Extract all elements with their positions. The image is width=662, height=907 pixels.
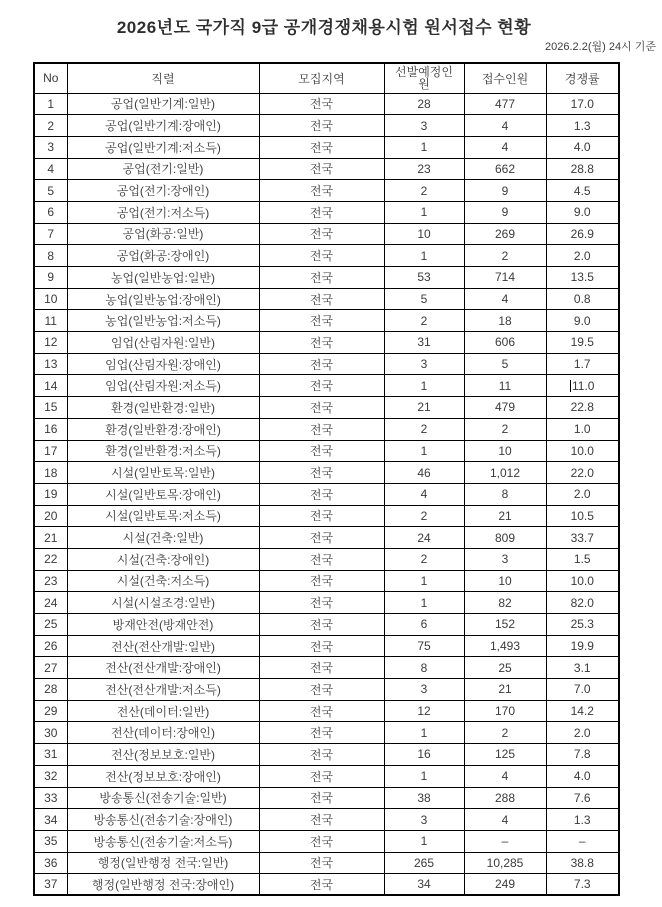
table-row [34,548,619,570]
cell-applicants: 1,493 [464,635,546,657]
cell-applicants: 10 [464,570,546,592]
cell-ratio: 13.5 [546,267,619,289]
cell-region: 전국 [259,614,384,636]
cell-region: 전국 [259,93,384,115]
cell-region: 전국 [259,592,384,614]
cell-region: 전국 [259,158,384,180]
cell-applicants: 4 [464,288,546,310]
cell-expected: 10 [384,223,464,245]
cell-ratio: 4.5 [546,180,619,202]
cell-applicants: 10,285 [464,852,546,874]
cell-ratio: 9.0 [546,201,619,223]
cell-expected: 21 [384,397,464,419]
cell-expected: 3 [384,353,464,375]
cell-applicants: 18 [464,310,546,332]
cell-occupation: 방재안전(방재안전) [67,614,259,636]
cell-no: 3 [34,136,67,158]
header-ratio: 경쟁률 [546,63,619,93]
cell-applicants: 25 [464,657,546,679]
cell-region: 전국 [259,397,384,419]
cell-occupation: 공업(전기:저소득) [67,201,259,223]
cell-ratio: 7.0 [546,679,619,701]
table-row [34,505,619,527]
cell-applicants: 9 [464,201,546,223]
cell-region: 전국 [259,483,384,505]
header-region: 모집지역 [259,63,384,93]
table-row [34,700,619,722]
cell-expected: 6 [384,614,464,636]
table-row [34,353,619,375]
cell-ratio: 7.3 [546,874,619,896]
cell-applicants: 288 [464,787,546,809]
cell-applicants: 5 [464,353,546,375]
cell-no: 2 [34,115,67,137]
table-row [34,635,619,657]
cell-occupation: 시설(시설조경:일반) [67,592,259,614]
cell-expected: 265 [384,852,464,874]
cell-occupation: 공업(일반기계:장애인) [67,115,259,137]
cell-ratio: 17.0 [546,93,619,115]
cell-applicants: – [464,830,546,852]
cell-occupation: 공업(전기:일반) [67,158,259,180]
cell-applicants: 4 [464,115,546,137]
cell-no: 5 [34,180,67,202]
cell-ratio: 4.0 [546,765,619,787]
cell-no: 36 [34,852,67,874]
cell-ratio: 28.8 [546,158,619,180]
cell-no: 24 [34,592,67,614]
table-row [34,592,619,614]
cell-ratio: – [546,830,619,852]
cell-applicants: 2 [464,722,546,744]
cell-region: 전국 [259,418,384,440]
cell-no: 37 [34,874,67,896]
cell-expected: 4 [384,483,464,505]
cell-ratio: 25.3 [546,614,619,636]
cell-expected: 2 [384,505,464,527]
cell-ratio: 38.8 [546,852,619,874]
cell-no: 23 [34,570,67,592]
cell-region: 전국 [259,700,384,722]
cell-region: 전국 [259,201,384,223]
table-row [34,245,619,267]
cell-occupation: 방송통신(전송기술:장애인) [67,809,259,831]
cell-no: 15 [34,397,67,419]
cell-expected: 53 [384,267,464,289]
cell-no: 32 [34,765,67,787]
cell-no: 34 [34,809,67,831]
cell-expected: 1 [384,722,464,744]
cell-occupation: 공업(일반기계:저소득) [67,136,259,158]
header-expected-line1: 선발예정인 [395,65,453,80]
cell-expected: 12 [384,700,464,722]
cell-ratio: 82.0 [546,592,619,614]
cell-applicants: 1,012 [464,462,546,484]
cell-ratio: 26.9 [546,223,619,245]
table-row [34,614,619,636]
cell-no: 27 [34,657,67,679]
cell-ratio: 1.0 [546,418,619,440]
cell-no: 21 [34,527,67,549]
table-row [34,765,619,787]
cell-region: 전국 [259,787,384,809]
cell-region: 전국 [259,310,384,332]
table-row [34,397,619,419]
cell-applicants: 82 [464,592,546,614]
cell-ratio: 14.2 [546,700,619,722]
cell-expected: 1 [384,245,464,267]
cell-region: 전국 [259,527,384,549]
header-row [34,63,619,93]
table-row [34,483,619,505]
cell-applicants: 2 [464,418,546,440]
cell-ratio: 2.0 [546,245,619,267]
cell-ratio: 7.6 [546,787,619,809]
table-row [34,809,619,831]
cell-expected: 1 [384,570,464,592]
cell-ratio: 10.0 [546,440,619,462]
cell-expected: 1 [384,830,464,852]
header-no: No [34,63,67,93]
cell-region: 전국 [259,722,384,744]
cell-region: 전국 [259,679,384,701]
cell-ratio: 1.3 [546,809,619,831]
cell-ratio: 2.0 [546,722,619,744]
cell-expected: 24 [384,527,464,549]
cell-expected: 23 [384,158,464,180]
cell-expected: 75 [384,635,464,657]
cell-expected: 8 [384,657,464,679]
cell-ratio: 10.5 [546,505,619,527]
cell-applicants: 8 [464,483,546,505]
cell-expected: 2 [384,548,464,570]
cell-ratio: 9.0 [546,310,619,332]
cell-region: 전국 [259,505,384,527]
cell-region: 전국 [259,744,384,766]
cell-applicants: 152 [464,614,546,636]
cell-no: 1 [34,93,67,115]
cell-applicants: 4 [464,765,546,787]
cell-applicants: 4 [464,809,546,831]
cell-region: 전국 [259,288,384,310]
cell-region: 전국 [259,548,384,570]
cell-expected: 1 [384,765,464,787]
cell-occupation: 농업(일반농업:장애인) [67,288,259,310]
cell-occupation: 전산(전산개발:장애인) [67,657,259,679]
cell-expected: 1 [384,592,464,614]
cell-no: 7 [34,223,67,245]
cell-ratio: 1.7 [546,353,619,375]
cell-occupation: 방송통신(전송기술:저소득) [67,830,259,852]
cell-ratio: 11.0 [546,375,619,397]
cell-applicants: 4 [464,136,546,158]
cell-region: 전국 [259,332,384,354]
cell-expected: 31 [384,332,464,354]
cell-region: 전국 [259,657,384,679]
cell-occupation: 환경(일반환경:저소득) [67,440,259,462]
cell-expected: 1 [384,440,464,462]
cell-region: 전국 [259,180,384,202]
cell-no: 12 [34,332,67,354]
cell-no: 33 [34,787,67,809]
cell-applicants: 125 [464,744,546,766]
cell-expected: 1 [384,201,464,223]
cell-occupation: 환경(일반환경:장애인) [67,418,259,440]
table-row [34,570,619,592]
cell-applicants: 21 [464,679,546,701]
cell-expected: 1 [384,136,464,158]
text-cursor [570,380,571,392]
cell-region: 전국 [259,874,384,896]
timestamp-note: 2026.2.2(월) 24시 기준 [545,41,656,53]
cell-region: 전국 [259,809,384,831]
cell-occupation: 전산(정보보호:일반) [67,744,259,766]
table-row [34,267,619,289]
table-row [34,657,619,679]
cell-ratio: 19.5 [546,332,619,354]
table-row [34,180,619,202]
cell-region: 전국 [259,765,384,787]
cell-occupation: 시설(일반토목:저소득) [67,505,259,527]
header-expected [384,63,464,93]
cell-applicants: 606 [464,332,546,354]
cell-ratio: 4.0 [546,136,619,158]
cell-applicants: 249 [464,874,546,896]
cell-region: 전국 [259,440,384,462]
cell-expected: 2 [384,180,464,202]
table-row [34,93,619,115]
cell-applicants: 3 [464,548,546,570]
cell-expected: 1 [384,375,464,397]
table-row [34,830,619,852]
table-row [34,158,619,180]
cell-ratio: 2.0 [546,483,619,505]
table-row [34,722,619,744]
cell-no: 25 [34,614,67,636]
cell-no: 26 [34,635,67,657]
cell-applicants: 714 [464,267,546,289]
cell-occupation: 임업(산림자원:일반) [67,332,259,354]
cell-occupation: 공업(화공:일반) [67,223,259,245]
table-row [34,744,619,766]
cell-no: 6 [34,201,67,223]
cell-no: 29 [34,700,67,722]
cell-no: 10 [34,288,67,310]
table-row [34,332,619,354]
cell-occupation: 전산(전산개발:일반) [67,635,259,657]
cell-occupation: 시설(건축:저소득) [67,570,259,592]
cell-no: 13 [34,353,67,375]
cell-applicants: 809 [464,527,546,549]
cell-occupation: 전산(데이터:장애인) [67,722,259,744]
table-row [34,288,619,310]
cell-no: 31 [34,744,67,766]
cell-ratio: 22.8 [546,397,619,419]
table-row [34,440,619,462]
cell-region: 전국 [259,462,384,484]
cell-no: 18 [34,462,67,484]
cell-no: 9 [34,267,67,289]
cell-occupation: 시설(일반토목:장애인) [67,483,259,505]
cell-applicants: 269 [464,223,546,245]
cell-region: 전국 [259,115,384,137]
cell-region: 전국 [259,830,384,852]
header-expected-line2: 원 [418,77,430,92]
table-row [34,201,619,223]
cell-occupation: 임업(산림자원:장애인) [67,353,259,375]
cell-applicants: 479 [464,397,546,419]
cell-occupation: 공업(일반기계:일반) [67,93,259,115]
cell-applicants: 477 [464,93,546,115]
table-row [34,310,619,332]
cell-region: 전국 [259,852,384,874]
header-applicants: 접수인원 [464,63,546,93]
cell-occupation: 농업(일반농업:저소득) [67,310,259,332]
cell-no: 30 [34,722,67,744]
cell-expected: 3 [384,809,464,831]
cell-occupation: 임업(산림자원:저소득) [67,375,259,397]
cell-occupation: 공업(전기:장애인) [67,180,259,202]
cell-ratio: 1.5 [546,548,619,570]
cell-region: 전국 [259,570,384,592]
cell-expected: 2 [384,310,464,332]
cell-region: 전국 [259,353,384,375]
cell-occupation: 전산(정보보호:장애인) [67,765,259,787]
cell-region: 전국 [259,375,384,397]
cell-ratio: 1.3 [546,115,619,137]
table-row [34,115,619,137]
table-row [34,136,619,158]
cell-region: 전국 [259,267,384,289]
applications-table [33,62,620,896]
table-row [34,787,619,809]
cell-no: 11 [34,310,67,332]
cell-occupation: 시설(건축:일반) [67,527,259,549]
cell-region: 전국 [259,635,384,657]
cell-applicants: 10 [464,440,546,462]
table-row [34,418,619,440]
cell-applicants: 9 [464,180,546,202]
cell-occupation: 행정(일반행정 전국:장애인) [67,874,259,896]
cell-occupation: 시설(건축:장애인) [67,548,259,570]
cell-no: 16 [34,418,67,440]
cell-no: 28 [34,679,67,701]
table-row [34,527,619,549]
cell-expected: 2 [384,418,464,440]
cell-no: 4 [34,158,67,180]
cell-expected: 3 [384,115,464,137]
cell-occupation: 방송통신(전송기술:일반) [67,787,259,809]
cell-expected: 38 [384,787,464,809]
cell-applicants: 11 [464,375,546,397]
cell-no: 22 [34,548,67,570]
cell-no: 8 [34,245,67,267]
table-row [34,223,619,245]
cell-ratio: 0.8 [546,288,619,310]
cell-ratio: 22.0 [546,462,619,484]
cell-no: 17 [34,440,67,462]
cell-expected: 16 [384,744,464,766]
cell-ratio: 3.1 [546,657,619,679]
table-header [34,63,619,93]
cell-occupation: 시설(일반토목:일반) [67,462,259,484]
table-row [34,375,619,397]
table-row [34,874,619,896]
cell-applicants: 21 [464,505,546,527]
cell-applicants: 2 [464,245,546,267]
cell-region: 전국 [259,245,384,267]
cell-ratio: 7.8 [546,744,619,766]
cell-ratio: 10.0 [546,570,619,592]
cell-no: 19 [34,483,67,505]
cell-expected: 34 [384,874,464,896]
cell-occupation: 전산(전산개발:저소득) [67,679,259,701]
table-body [34,93,619,895]
cell-expected: 28 [384,93,464,115]
table-row [34,462,619,484]
header-occupation: 직렬 [67,63,259,93]
cell-occupation: 공업(화공:장애인) [67,245,259,267]
cell-occupation: 행정(일반행정 전국:일반) [67,852,259,874]
page-title: 2026년도 국가직 9급 공개경쟁채용시험 원서접수 현황 [116,18,532,37]
cell-applicants: 170 [464,700,546,722]
cell-no: 35 [34,830,67,852]
cell-region: 전국 [259,136,384,158]
cell-expected: 46 [384,462,464,484]
table-row [34,852,619,874]
table-row [34,679,619,701]
cell-no: 20 [34,505,67,527]
cell-expected: 5 [384,288,464,310]
cell-occupation: 농업(일반농업:일반) [67,267,259,289]
cell-ratio: 19.9 [546,635,619,657]
cell-region: 전국 [259,223,384,245]
cell-applicants: 662 [464,158,546,180]
cell-occupation: 환경(일반환경:일반) [67,397,259,419]
cell-occupation: 전산(데이터:일반) [67,700,259,722]
cell-ratio: 33.7 [546,527,619,549]
cell-no: 14 [34,375,67,397]
cell-expected: 3 [384,679,464,701]
